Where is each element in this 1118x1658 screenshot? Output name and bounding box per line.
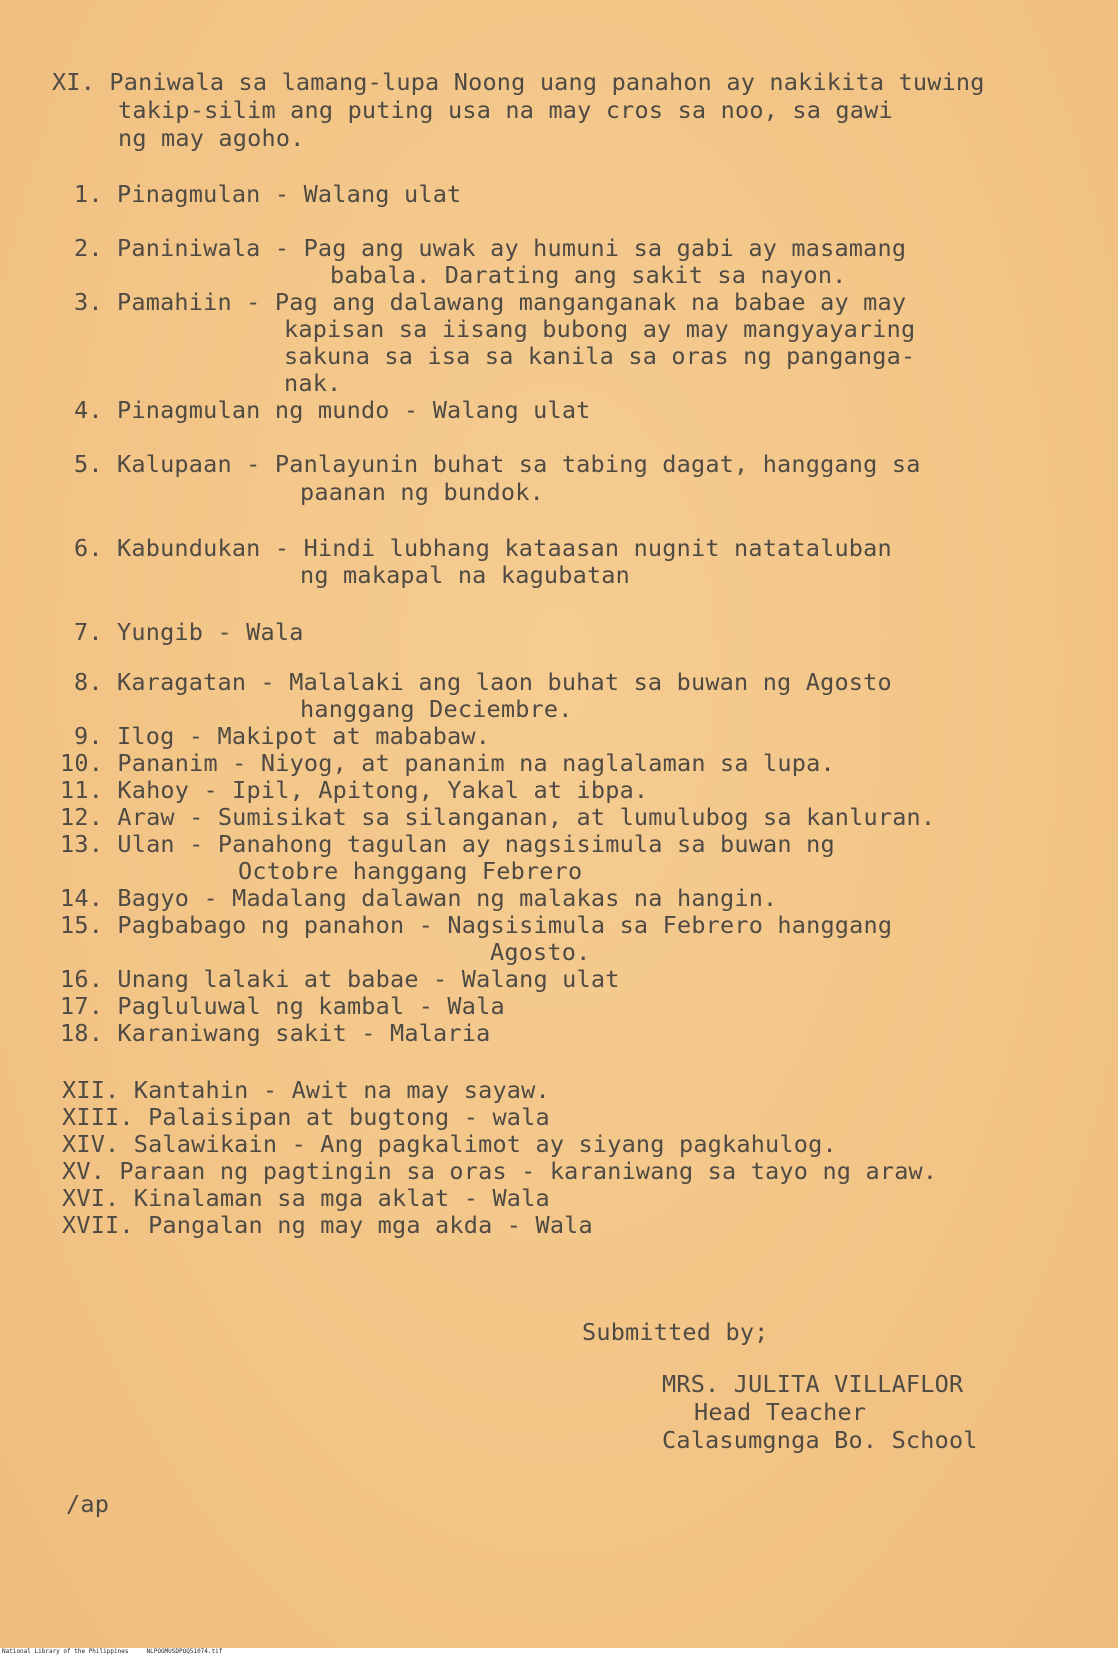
list-item: 17. Pagluluwal ng kambal - Wala [60, 992, 505, 1020]
signatory-school: Calasumgnga Bo. School [662, 1426, 978, 1454]
list-item: 6. Kabundukan - Hindi lubhang kataasan nugnit natataluban [74, 534, 892, 562]
list-item-continuation: babala. Darating ang sakit sa nayon. [330, 261, 847, 289]
list-item: 12. Araw - Sumisikat sa silanganan, at lumulubog sa kanluran. [60, 803, 936, 831]
list-item-continuation: paanan ng bundok. [300, 478, 544, 506]
section-item: XV. Paraan ng pagtingin sa oras - karaniwang sa tayo ng araw. [62, 1157, 938, 1185]
list-item-continuation: hanggang Deciembre. [300, 695, 573, 723]
list-item: 5. Kalupaan - Panlayunin buhat sa tabing dagat, hanggang sa [74, 450, 921, 478]
section-xi-line-2: takip-silim ang puting usa na may cros sa noo, sa gawi [118, 96, 893, 124]
list-item-continuation: Agosto. [490, 938, 591, 966]
list-item-continuation: Octobre hanggang Febrero [238, 857, 583, 885]
list-item: 15. Pagbabago ng panahon - Nagsisimula sa Febrero hanggang [60, 911, 893, 939]
list-item: 9. Ilog - Makipot at mababaw. [74, 722, 491, 750]
section-item: XIV. Salawikain - Ang pagkalimot ay siyang pagkahulog. [62, 1130, 837, 1158]
list-item: 16. Unang lalaki at babae - Walang ulat [60, 965, 620, 993]
list-item-continuation: nak. [284, 369, 342, 397]
list-item: 3. Pamahiin - Pag ang dalawang manganganak na babae ay may [74, 288, 907, 316]
submitted-by-label: Submitted by; [582, 1318, 769, 1346]
list-item: 10. Pananim - Niyog, at pananim na naglalaman sa lupa. [60, 749, 835, 777]
section-xi-line-1: XI. Paniwala sa lamang-lupa Noong uang panahon ay nakikita tuwing [52, 68, 985, 96]
list-item: 1. Pinagmulan - Walang ulat [74, 180, 462, 208]
typist-initials: /ap [66, 1490, 110, 1518]
list-item-continuation: ng makapal na kagubatan [300, 561, 631, 589]
list-item-continuation: sakuna sa isa sa kanila sa oras ng panganga- [284, 342, 916, 370]
section-item: XIII. Palaisipan at bugtong - wala [62, 1103, 550, 1131]
list-item: 2. Paniniwala - Pag ang uwak ay humuni sa gabi ay masamang [74, 234, 907, 262]
scan-footer-label: National Library of the Philippines NLPOGMUSDPOQ51074.tif [2, 1648, 223, 1655]
list-item: 8. Karagatan - Malalaki ang laon buhat sa buwan ng Agosto [74, 668, 892, 696]
signatory-name: MRS. JULITA VILLAFLOR [662, 1370, 964, 1398]
list-item: 7. Yungib - Wala [74, 618, 304, 646]
list-item: 11. Kahoy - Ipil, Apitong, Yakal at ibpa. [60, 776, 649, 804]
section-item: XVII. Pangalan ng may mga akda - Wala [62, 1211, 593, 1239]
section-item: XVI. Kinalaman sa mga aklat - Wala [62, 1184, 550, 1212]
section-xi-line-3: ng may agoho. [118, 124, 305, 152]
signatory-title: Head Teacher [694, 1398, 867, 1426]
section-item: XII. Kantahin - Awit na may sayaw. [62, 1076, 550, 1104]
list-item: 13. Ulan - Panahong tagulan ay nagsisimula sa buwan ng [60, 830, 835, 858]
list-item-continuation: kapisan sa iisang bubong ay may mangyayaring [284, 315, 916, 343]
list-item: 14. Bagyo - Madalang dalawan ng malakas na hangin. [60, 884, 778, 912]
list-item: 18. Karaniwang sakit - Malaria [60, 1019, 491, 1047]
list-item: 4. Pinagmulan ng mundo - Walang ulat [74, 396, 591, 424]
